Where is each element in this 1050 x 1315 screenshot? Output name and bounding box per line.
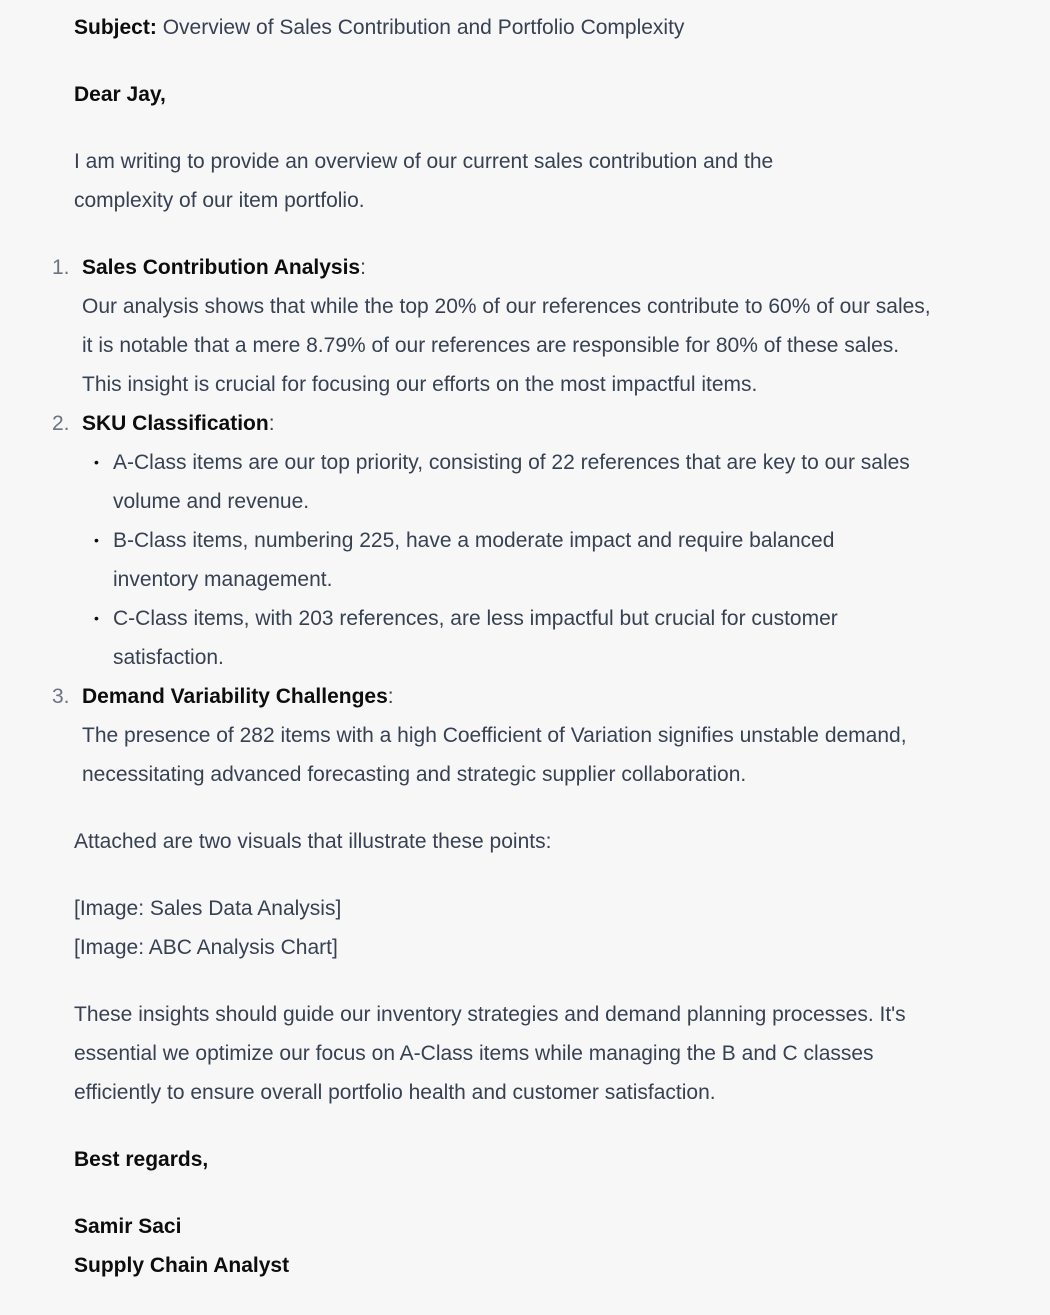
intro-paragraph: I am writing to provide an overview of our current sales contribution and the complexity of our item portfolio. [74,150,774,212]
attachments-list [74,889,1050,967]
bullet-text: C-Class items, with 203 references, are less impactful but crucial for customer satisfaction. [113,607,838,669]
section-item [52,248,942,404]
section-body: The presence of 282 items with a high Coefficient of Variation signifies unstable demand, necessitating advanced forecasting and strategic supplier collaboration. [82,724,907,786]
section-item [52,404,942,677]
signature-name: Samir Saci [74,1215,182,1238]
bullet-icon: • [94,532,99,548]
bullet-icon: • [94,454,99,470]
conclusion-paragraph: These insights should guide our inventory strategies and demand planning processes. It's essential we optimize our focus on A-Class items while managing the B and C classes efficiently to ensure overall portfolio health and customer satisfaction. [74,1003,906,1104]
bullet-item [94,599,913,677]
bullet-text: A-Class items are our top priority, consisting of 22 references that are key to our sales volume and revenue. [113,451,910,513]
greeting: Dear Jay, [74,83,166,106]
attachments-intro: Attached are two visuals that illustrate these points: [74,830,552,853]
section-title: SKU Classification [82,412,269,435]
section-colon: : [268,412,275,435]
subject-text: Overview of Sales Contribution and Portfolio Complexity [162,16,685,39]
section-item [52,677,942,794]
section-body: Our analysis shows that while the top 20% of our references contribute to 60% of our sales, it is notable that a mere 8.79% of our references are responsible for 80% of these sales. This insight is crucial for focusing our efforts on the most impactful items. [82,295,931,396]
section-number: 1. [52,256,70,279]
section-title: Sales Contribution Analysis [82,256,361,279]
section-number: 2. [52,412,70,435]
bullet-item [94,521,913,599]
section-colon: : [387,685,394,708]
attachment-placeholder: [Image: Sales Data Analysis] [74,897,342,920]
section-number: 3. [52,685,70,708]
section-title: Demand Variability Challenges [82,685,388,708]
bullet-icon: • [94,610,99,626]
section-colon: : [360,256,366,279]
sections-list [52,248,1050,794]
closing: Best regards, [74,1148,209,1171]
attachment-placeholder: [Image: ABC Analysis Chart] [74,936,338,959]
signature-title: Supply Chain Analyst [74,1254,290,1277]
subject-label: Subject: [74,16,157,39]
bullet-text: B-Class items, numbering 225, have a moderate impact and require balanced inventory management. [113,529,835,591]
bullet-item [94,443,913,521]
bullet-list [82,443,942,677]
signature [74,1207,1050,1285]
subject-line [74,8,1050,47]
